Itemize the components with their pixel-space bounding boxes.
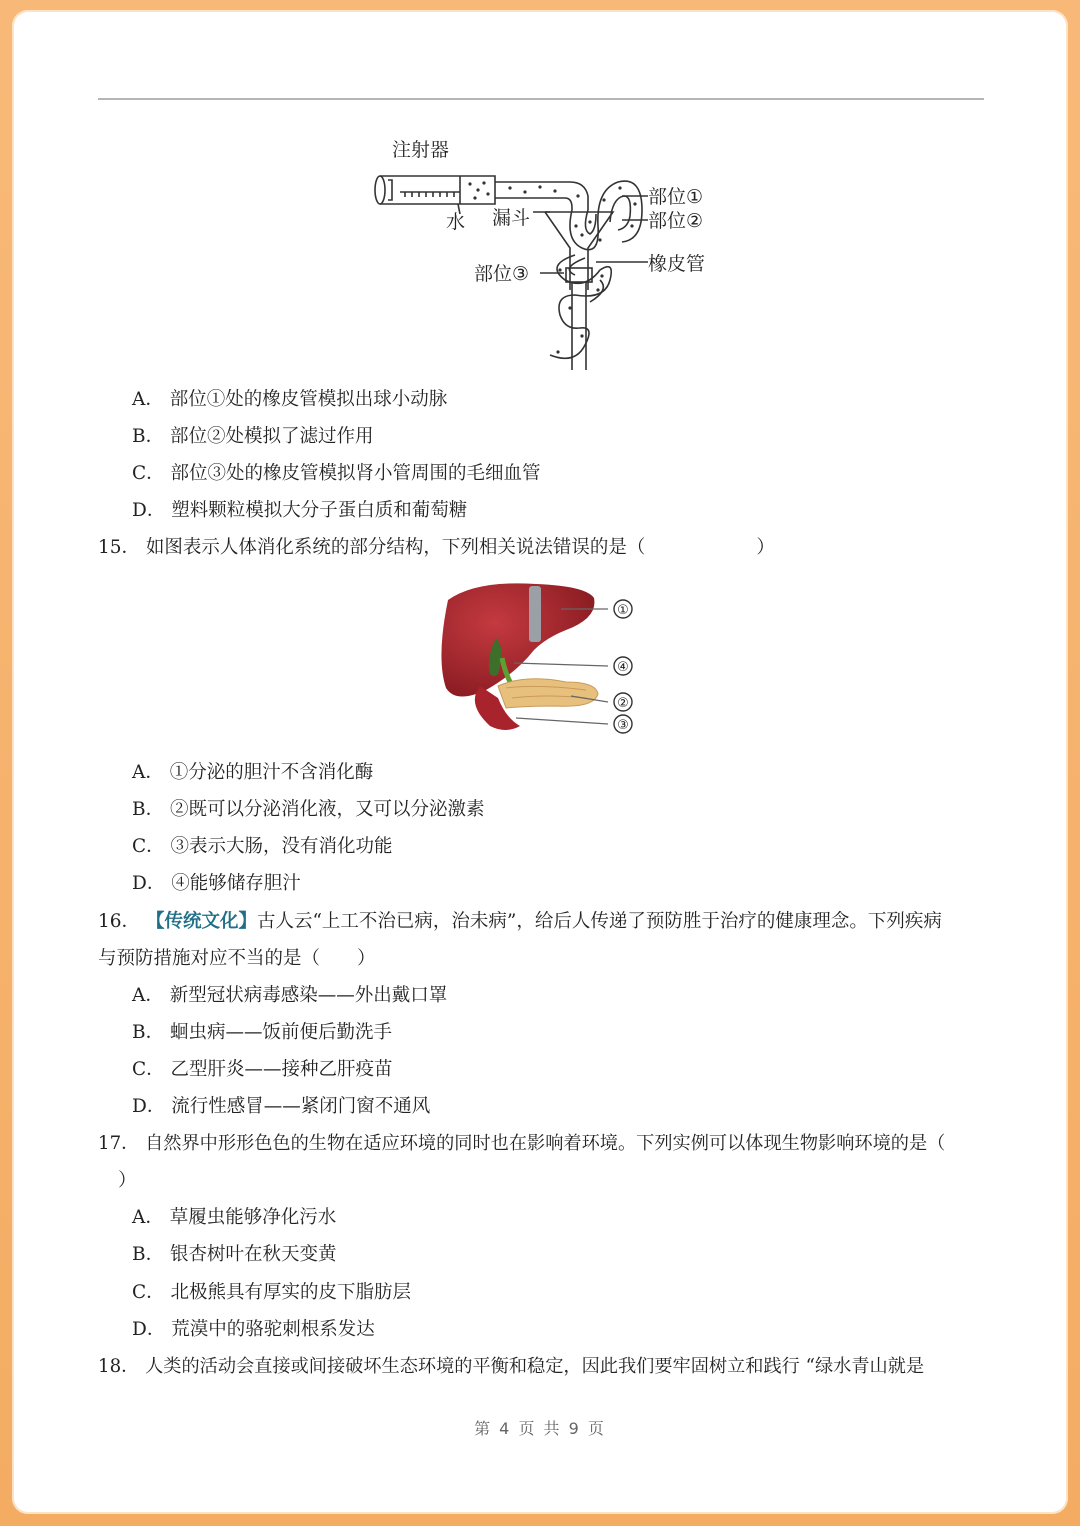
q16-option-d: D． 流行性感冒——紧闭门窗不通风 bbox=[132, 1096, 431, 1117]
q15-option-c: C． ③表示大肠，没有消化功能 bbox=[132, 836, 393, 857]
q15-option-a: A． ①分泌的胆汁不含消化酶 bbox=[132, 762, 374, 783]
q16-number: 16． bbox=[98, 911, 141, 932]
funnel-label: 漏斗 bbox=[492, 207, 531, 229]
q15-option-d: D． ④能够储存胆汁 bbox=[132, 873, 301, 894]
q14-option-c: C． 部位③处的橡皮管模拟肾小管周围的毛细血管 bbox=[132, 463, 541, 484]
q16-tag: 【传统文化】 bbox=[145, 911, 257, 932]
q14-option-b: B． 部位②处模拟了滤过作用 bbox=[132, 426, 374, 447]
q17-option-d: D． 荒漠中的骆驼刺根系发达 bbox=[132, 1319, 375, 1340]
q18-stem-line1: 18． 人类的活动会直接或间接破坏生态环境的平衡和稳定，因此我们要牢固树立和践行 “绿水青山就是 bbox=[98, 1356, 925, 1377]
figure2-label-2: ② bbox=[617, 696, 629, 711]
q16-option-a: A． 新型冠状病毒感染——外出戴口罩 bbox=[132, 985, 448, 1006]
q16-option-b: B． 蛔虫病——饭前便后勤洗手 bbox=[132, 1022, 392, 1043]
q17-option-b: B． 银杏树叶在秋天变黄 bbox=[132, 1244, 337, 1265]
part1-label: 部位① bbox=[648, 186, 704, 208]
q16-stem-text: 古人云“上工不治已病，治未病”，给后人传递了预防胜于治疗的健康理念。下列疾病 bbox=[256, 911, 942, 932]
header-rule bbox=[98, 98, 984, 100]
rubber-tube-label: 橡皮管 bbox=[648, 253, 706, 275]
q16-stem-line2: 与预防措施对应不当的是（ ） bbox=[98, 948, 376, 969]
q14-option-d: D． 塑料颗粒模拟大分子蛋白质和葡萄糖 bbox=[132, 500, 468, 521]
kidney-model-figure bbox=[360, 130, 730, 375]
q17-option-c: C． 北极熊具有厚实的皮下脂肪层 bbox=[132, 1282, 412, 1303]
syringe-label: 注射器 bbox=[392, 139, 450, 161]
q16-stem-line1 bbox=[98, 910, 942, 934]
q17-option-a: A． 草履虫能够净化污水 bbox=[132, 1207, 337, 1228]
q17-stem-line1: 17． 自然界中形形色色的生物在适应环境的同时也在影响着环境。下列实例可以体现生物影响环境的是（ bbox=[98, 1133, 946, 1154]
digestive-organs-figure bbox=[436, 578, 646, 740]
q15-option-b: B． ②既可以分泌消化液，又可以分泌激素 bbox=[132, 799, 485, 820]
q16-option-c: C． 乙型肝炎——接种乙肝疫苗 bbox=[132, 1059, 393, 1080]
figure2-label-4: ④ bbox=[617, 660, 629, 675]
part2-label: 部位② bbox=[648, 210, 704, 232]
q14-option-a: A． 部位①处的橡皮管模拟出球小动脉 bbox=[132, 389, 448, 410]
part3-label: 部位③ bbox=[474, 263, 530, 285]
q15-stem: 15． 如图表示人体消化系统的部分结构，下列相关说法错误的是（ ） bbox=[98, 537, 775, 558]
figure2-label-3: ③ bbox=[617, 718, 629, 733]
q17-stem-line2: ） bbox=[118, 1170, 137, 1191]
water-label: 水 bbox=[446, 211, 466, 233]
figure2-label-1: ① bbox=[617, 603, 629, 618]
page-footer: 第 4 页 共 9 页 bbox=[474, 1419, 606, 1438]
